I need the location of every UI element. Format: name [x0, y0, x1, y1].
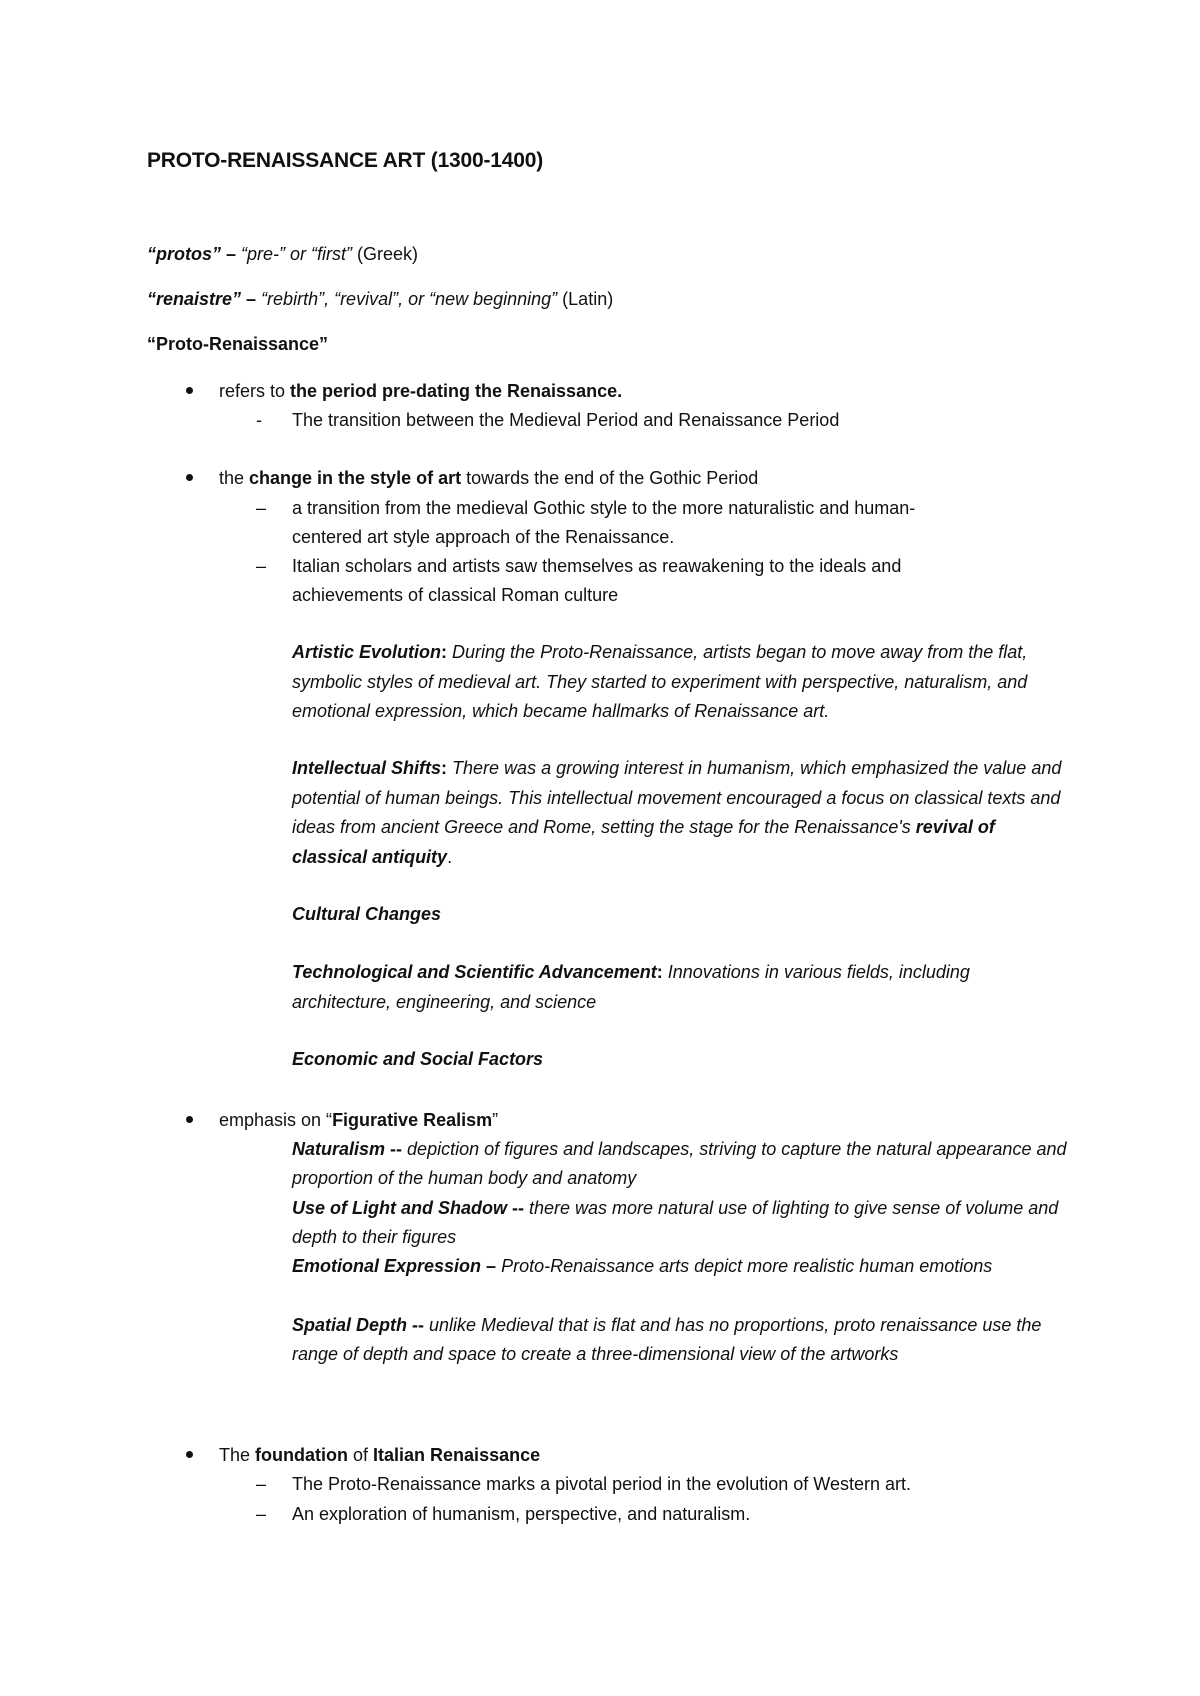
sub-item: An exploration of humanism, perspective, and naturalism.	[292, 1504, 751, 1524]
sub-item-cont: centered art style approach of the Renaissance.	[292, 527, 675, 547]
dash-marker: –	[256, 1504, 267, 1524]
artistic-evolution-paragraph: Artistic Evolution: During the Proto-Renaissance, artists began to move away from the flat, symbolic styles of medieval art. They started to experiment with perspective, naturalism, and emotional expression, which became hallmarks of Renaissance art.	[292, 642, 1028, 721]
dash-marker: –	[256, 498, 267, 518]
intellectual-shifts-paragraph: Intellectual Shifts: There was a growing interest in humanism, which emphasized the value and potential of human beings. This intellectual movement encouraged a focus on classical texts and ideas from ancient Greece and Rome, setting the stage for the Renaissance's revival of classical antiquity.	[292, 758, 1062, 867]
sub-item: The Proto-Renaissance marks a pivotal period in the evolution of Western art.	[292, 1474, 911, 1494]
bullet-marker	[186, 474, 193, 481]
definition-protos: “protos” – “pre-” or “first” (Greek)	[147, 244, 419, 264]
sub-item: The transition between the Medieval Period and Renaissance Period	[292, 410, 840, 430]
tech-paragraph: Technological and Scientific Advancement: Innovations in various fields, including architecture, engineering, and science	[292, 962, 970, 1012]
dash-marker: –	[256, 556, 267, 576]
sub-item: a transition from the medieval Gothic style to the more naturalistic and human-	[292, 498, 916, 518]
page-title: PROTO-RENAISSANCE ART (1300-1400)	[147, 149, 543, 172]
dash-marker: -	[256, 410, 262, 430]
bullet-change-style: the change in the style of art towards the end of the Gothic Period	[219, 468, 759, 488]
bullet-refers: refers to the period pre-dating the Renaissance.	[219, 381, 623, 401]
term-protos: “protos”	[147, 244, 221, 264]
meaning-protos: “pre-” or “first”	[241, 244, 353, 264]
dash-marker: –	[256, 1474, 267, 1494]
cultural-changes-heading: Cultural Changes	[292, 904, 442, 924]
bullet-marker	[186, 1116, 193, 1123]
sub-item-cont: achievements of classical Roman culture	[292, 585, 619, 605]
definition-renaistre: “renaistre” – “rebirth”, “revival”, or “new beginning” (Latin)	[147, 289, 614, 309]
bullet-marker	[186, 387, 193, 394]
bullet-foundation: The foundation of Italian Renaissance	[219, 1445, 541, 1465]
meaning-renaistre: “rebirth”, “revival”, or “new beginning”	[261, 289, 558, 309]
section-heading: “Proto-Renaissance”	[147, 334, 329, 354]
term-renaistre: “renaistre”	[147, 289, 242, 309]
realism-item-naturalism: Naturalism -- depiction of figures and landscapes, striving to capture the natural appearance and proportion of the human body and anatomy	[292, 1139, 1067, 1189]
sub-item: Italian scholars and artists saw themselves as reawakening to the ideals and	[292, 556, 902, 576]
economic-factors-heading: Economic and Social Factors	[292, 1049, 544, 1069]
bullet-figurative-realism: emphasis on “Figurative Realism”	[219, 1110, 499, 1130]
bullet-marker	[186, 1451, 193, 1458]
realism-item-emotional: Emotional Expression – Proto-Renaissance arts depict more realistic human emotions	[292, 1256, 993, 1276]
realism-item-light-shadow: Use of Light and Shadow -- there was more natural use of lighting to give sense of volume and depth to their figures	[292, 1198, 1059, 1248]
realism-item-spatial-depth: Spatial Depth -- unlike Medieval that is flat and has no proportions, proto renaissance use the range of depth and space to create a three-dimensional view of the artworks	[292, 1315, 1042, 1365]
